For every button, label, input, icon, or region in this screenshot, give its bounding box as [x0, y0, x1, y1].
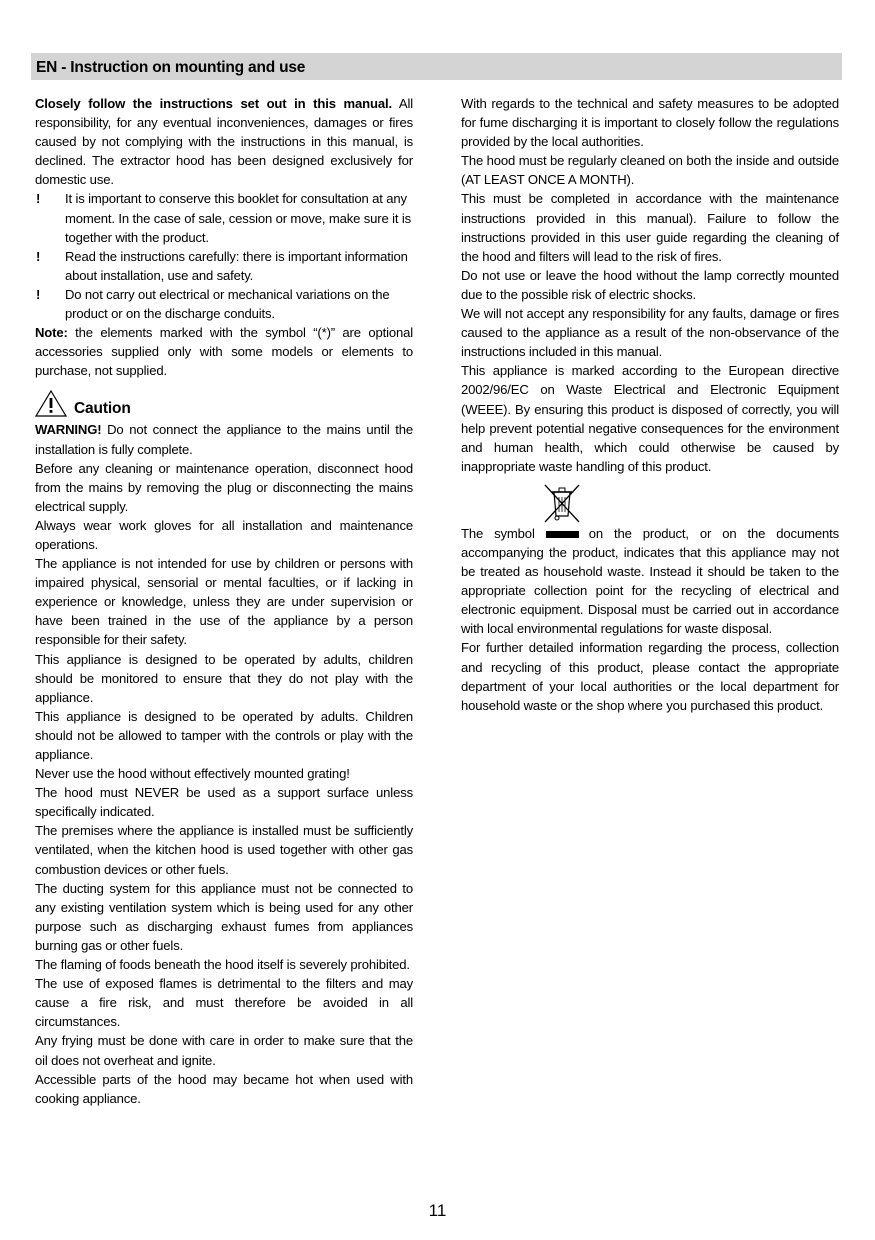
bullet-item: [35, 285, 413, 323]
symbol-paragraph: [461, 524, 839, 639]
safety-paragraph: Any frying must be done with care in order to make sure that the oil does not overheat and ignite.: [35, 1033, 413, 1068]
safety-paragraph: The appliance is not intended for use by children or persons with impaired physical, sensorial or mental faculties, or if lacking in experience or knowledge, unless they are under supervision or have been trained in the use of the appliance by a person responsible for their safety.: [35, 556, 413, 648]
bullet-mark: !: [36, 286, 41, 302]
intro-paragraph: [35, 94, 413, 189]
warning-triangle-icon: [35, 390, 67, 417]
right-column: [461, 94, 839, 715]
info-paragraph: We will not accept any responsibility for any faults, damage or fires caused to the appliance as a result of the non-observance of the instructions included in this manual.: [461, 306, 839, 360]
info-paragraph: This must be completed in accordance with the maintenance instructions provided in this manual). Failure to follow the instructions provided in this user guide regarding the cleaning of the hood and filters will lead to the risk of fires.: [461, 191, 839, 264]
bullet-text: Do not carry out electrical or mechanical variations on the product or on the discharge conduits.: [65, 286, 390, 322]
safety-paragraph: The ducting system for this appliance must not be connected to any existing ventilation system which is being used for any other purpose such as discharging exhaust fumes from appliances burning gas or other fuels.: [35, 880, 413, 953]
caution-heading: [35, 390, 413, 420]
warning-text: Do not connect the appliance to the mains until the installation is fully complete.: [35, 422, 413, 457]
safety-paragraph: The flaming of foods beneath the hood itself is severely prohibited.: [35, 957, 410, 973]
info-paragraph: Do not use or leave the hood without the lamp correctly mounted due to the possible risk of electric shocks.: [461, 267, 839, 302]
symbol-prefix: The symbol: [461, 525, 535, 541]
intro-bold: Closely follow the instructions set out in this manual.: [35, 96, 392, 111]
crossed-out-wheelie-bin-icon: [541, 482, 583, 524]
section-header: [31, 53, 842, 80]
bullet-mark: !: [36, 191, 41, 207]
safety-paragraph: This appliance is designed to be operated by adults, children should be monitored to ensure that they do not play with the appliance.: [35, 651, 413, 705]
safety-paragraph: The hood must NEVER be used as a support surface unless specifically indicated.: [35, 785, 413, 820]
weee-symbol: [461, 482, 839, 524]
bullet-item: [35, 247, 413, 285]
safety-paragraph: The use of exposed flames is detrimental to the filters and may cause a fire risk, and must therefore be avoided in all circumstances.: [35, 976, 413, 1030]
safety-paragraph: Accessible parts of the hood may became hot when used with cooking appliance.: [35, 1071, 413, 1106]
safety-paragraph: The premises where the appliance is installed must be sufficiently ventilated, when the kitchen hood is used together with other gas combustion devices or other fuels.: [35, 823, 413, 877]
bullet-text: Read the instructions carefully: there is important information about installation, use and safety.: [65, 248, 408, 283]
info-paragraph: This appliance is marked according to the European directive 2002/96/EC on Waste Electrical and Electronic Equipment (WEEE). By ensuring this product is disposed of correctly, you will help prevent potential negative consequences for the environment and human health, which could otherwise be caused by inappropriate waste handling of this product.: [461, 363, 839, 474]
final-paragraph: For further detailed information regarding the process, collection and recycling of this product, please contact the appropriate department of your local authorities or the local department for household waste or the shop where you purchased this product.: [461, 640, 839, 713]
note-label: Note:: [35, 325, 68, 341]
info-paragraph: The hood must be regularly cleaned on both the inside and outside (AT LEAST ONCE A MONTH).: [461, 153, 839, 188]
bullet-item: [35, 189, 413, 246]
caution-title: Caution: [74, 400, 131, 418]
left-column: [35, 94, 413, 1108]
bullet-mark: !: [36, 248, 41, 264]
section-title: EN - Instruction on mounting and use: [36, 59, 306, 76]
page-number: 11: [428, 1201, 447, 1220]
weee-bar-icon: [546, 531, 579, 538]
symbol-text: on the product, or on the documents accompanying the product, indicates that this appliance may not be treated as household waste. Instead it should be taken to the appropriate collection point for the recycling of electrical and electronic equipment. Disposal must be carried out in accordance with local environmental regulations for waste disposal.: [461, 525, 839, 637]
bullet-text: It is important to conserve this booklet for consultation at any moment. In the case of sale, cession or move, make sure it is together with the product.: [65, 191, 411, 245]
warning-label: WARNING!: [35, 422, 102, 438]
info-paragraph: With regards to the technical and safety measures to be adopted for fume discharging it is important to closely follow the regulations provided by the local authorities.: [461, 96, 839, 150]
safety-paragraph: Always wear work gloves for all installation and maintenance operations.: [35, 517, 413, 552]
safety-paragraph: Before any cleaning or maintenance operation, disconnect hood from the mains by removing the plug or disconnecting the mains electrical supply.: [35, 460, 413, 514]
safety-paragraph: Never use the hood without effectively mounted grating!: [35, 766, 350, 782]
note-paragraph: [35, 323, 413, 380]
note-text: the elements marked with the symbol “(*)” are optional accessories supplied only with some models or elements to purchase, not supplied.: [35, 325, 413, 379]
warning-paragraph: [35, 420, 413, 458]
safety-paragraph: This appliance is designed to be operated by adults. Children should not be allowed to tamper with the controls or play with the appliance.: [35, 708, 413, 762]
intro-text: All responsibility, for any eventual inconveniences, damages or fires caused by not complying with the instructions in this manual, is declined. The extractor hood has been designed exclusively for domestic use.: [35, 96, 413, 188]
